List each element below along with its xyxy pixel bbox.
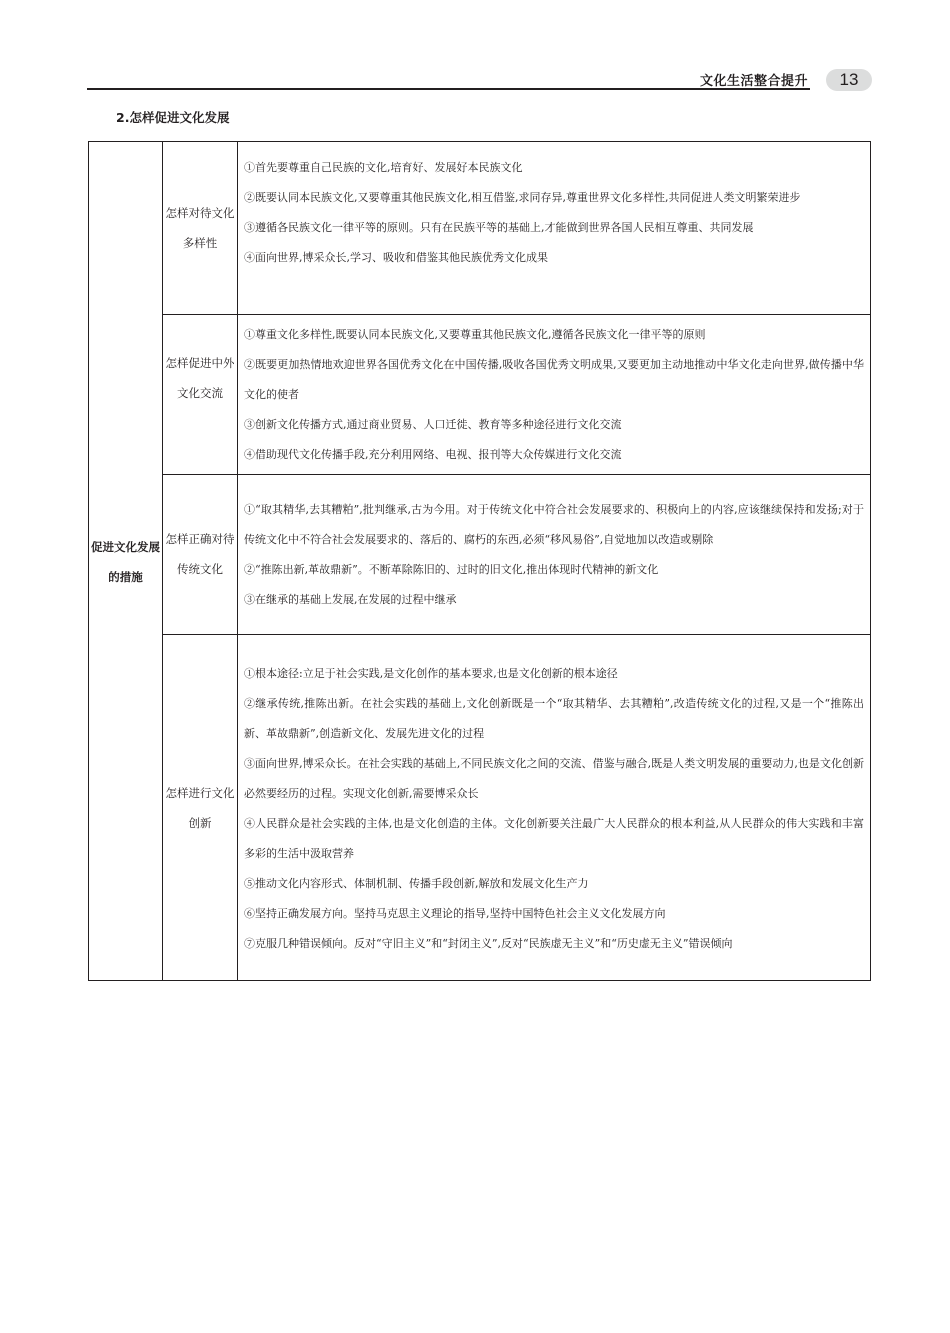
row-divider-3 xyxy=(162,634,870,635)
answer-item: ③在继承的基础上发展,在发展的过程中继承 xyxy=(244,593,457,606)
section-title: 2.怎样促进文化发展 xyxy=(116,110,230,125)
header-rule xyxy=(87,88,810,90)
answer-item: ⑤推动文化内容形式、体制机制、传播手段创新,解放和发展文化生产力 xyxy=(244,877,589,890)
row-question-cultural-innovation: 怎样进行文化创新 xyxy=(165,786,235,830)
answer-item: ④人民群众是社会实践的主体,也是文化创造的主体。文化创新要关注最广大人民群众的根本利益,从人民群众的伟大实践和丰富多彩的生活中汲取营养 xyxy=(244,817,864,860)
row-answers-cultural-diversity xyxy=(244,153,864,273)
answer-item: ①“取其精华,去其糟粕”,批判继承,古为今用。对于传统文化中符合社会发展要求的、积极向上的内容,应该继续保持和发扬;对于传统文化中不符合社会发展要求的、落后的、腐朽的东西,必须“移风易俗”,自觉地加以改造或剔除 xyxy=(244,503,864,546)
answer-item: ①尊重文化多样性,既要认同本民族文化,又要尊重其他民族文化,遵循各民族文化一律平等的原则 xyxy=(244,328,706,341)
answer-item: ⑥坚持正确发展方向。坚持马克思主义理论的指导,坚持中国特色社会主义文化发展方向 xyxy=(244,907,666,920)
answer-item: ②继承传统,推陈出新。在社会实践的基础上,文化创新既是一个“取其精华、去其糟粕”,改造传统文化的过程,又是一个“推陈出新、革故鼎新”,创造新文化、发展先进文化的过程 xyxy=(244,697,864,740)
row-question-traditional-culture: 怎样正确对待传统文化 xyxy=(165,532,235,576)
answer-item: ①根本途径:立足于社会实践,是文化创作的基本要求,也是文化创新的根本途径 xyxy=(244,667,618,680)
row-answers-traditional-culture xyxy=(244,495,864,615)
answer-item: ③创新文化传播方式,通过商业贸易、人口迁徙、教育等多种途径进行文化交流 xyxy=(244,418,622,431)
answer-item: ④面向世界,博采众长,学习、吸收和借鉴其他民族优秀文化成果 xyxy=(244,251,548,264)
row-divider-2 xyxy=(162,474,870,475)
row-answers-cultural-exchange xyxy=(244,320,864,470)
answer-item: ②既要认同本民族文化,又要尊重其他民族文化,相互借鉴,求同存异,尊重世界文化多样性,共同促进人类文明繁荣进步 xyxy=(244,191,801,204)
category-label: 促进文化发展的措施 xyxy=(91,540,160,584)
answer-item: ①首先要尊重自己民族的文化,培育好、发展好本民族文化 xyxy=(244,161,523,174)
answer-item: ④借助现代文化传播手段,充分利用网络、电视、报刊等大众传媒进行文化交流 xyxy=(244,448,622,461)
page-number-badge: 13 xyxy=(826,69,872,91)
answer-item: ③面向世界,博采众长。在社会实践的基础上,不同民族文化之间的交流、借鉴与融合,既是人类文明发展的重要动力,也是文化创新必然要经历的过程。实现文化创新,需要博采众长 xyxy=(244,757,864,800)
answer-item: ②既要更加热情地欢迎世界各国优秀文化在中国传播,吸收各国优秀文明成果,又要更加主动地推动中华文化走向世界,做传播中华文化的使者 xyxy=(244,358,864,401)
row-divider-1 xyxy=(162,314,870,315)
column-divider-2 xyxy=(237,142,238,980)
answer-item: ②“推陈出新,革故鼎新”。不断革除陈旧的、过时的旧文化,推出体现时代精神的新文化 xyxy=(244,563,659,576)
row-question-cultural-diversity: 怎样对待文化多样性 xyxy=(165,206,235,250)
answer-item: ③遵循各民族文化一律平等的原则。只有在民族平等的基础上,才能做到世界各国人民相互尊重、共同发展 xyxy=(244,221,754,234)
running-header-title: 文化生活整合提升 xyxy=(699,74,808,89)
answer-item: ⑦克服几种错误倾向。反对“守旧主义”和“封闭主义”,反对“民族虚无主义”和“历史虚无主义”错误倾向 xyxy=(244,937,733,950)
measures-table xyxy=(88,141,871,981)
row-question-cultural-exchange: 怎样促进中外文化交流 xyxy=(165,356,235,400)
row-answers-cultural-innovation xyxy=(244,659,864,959)
